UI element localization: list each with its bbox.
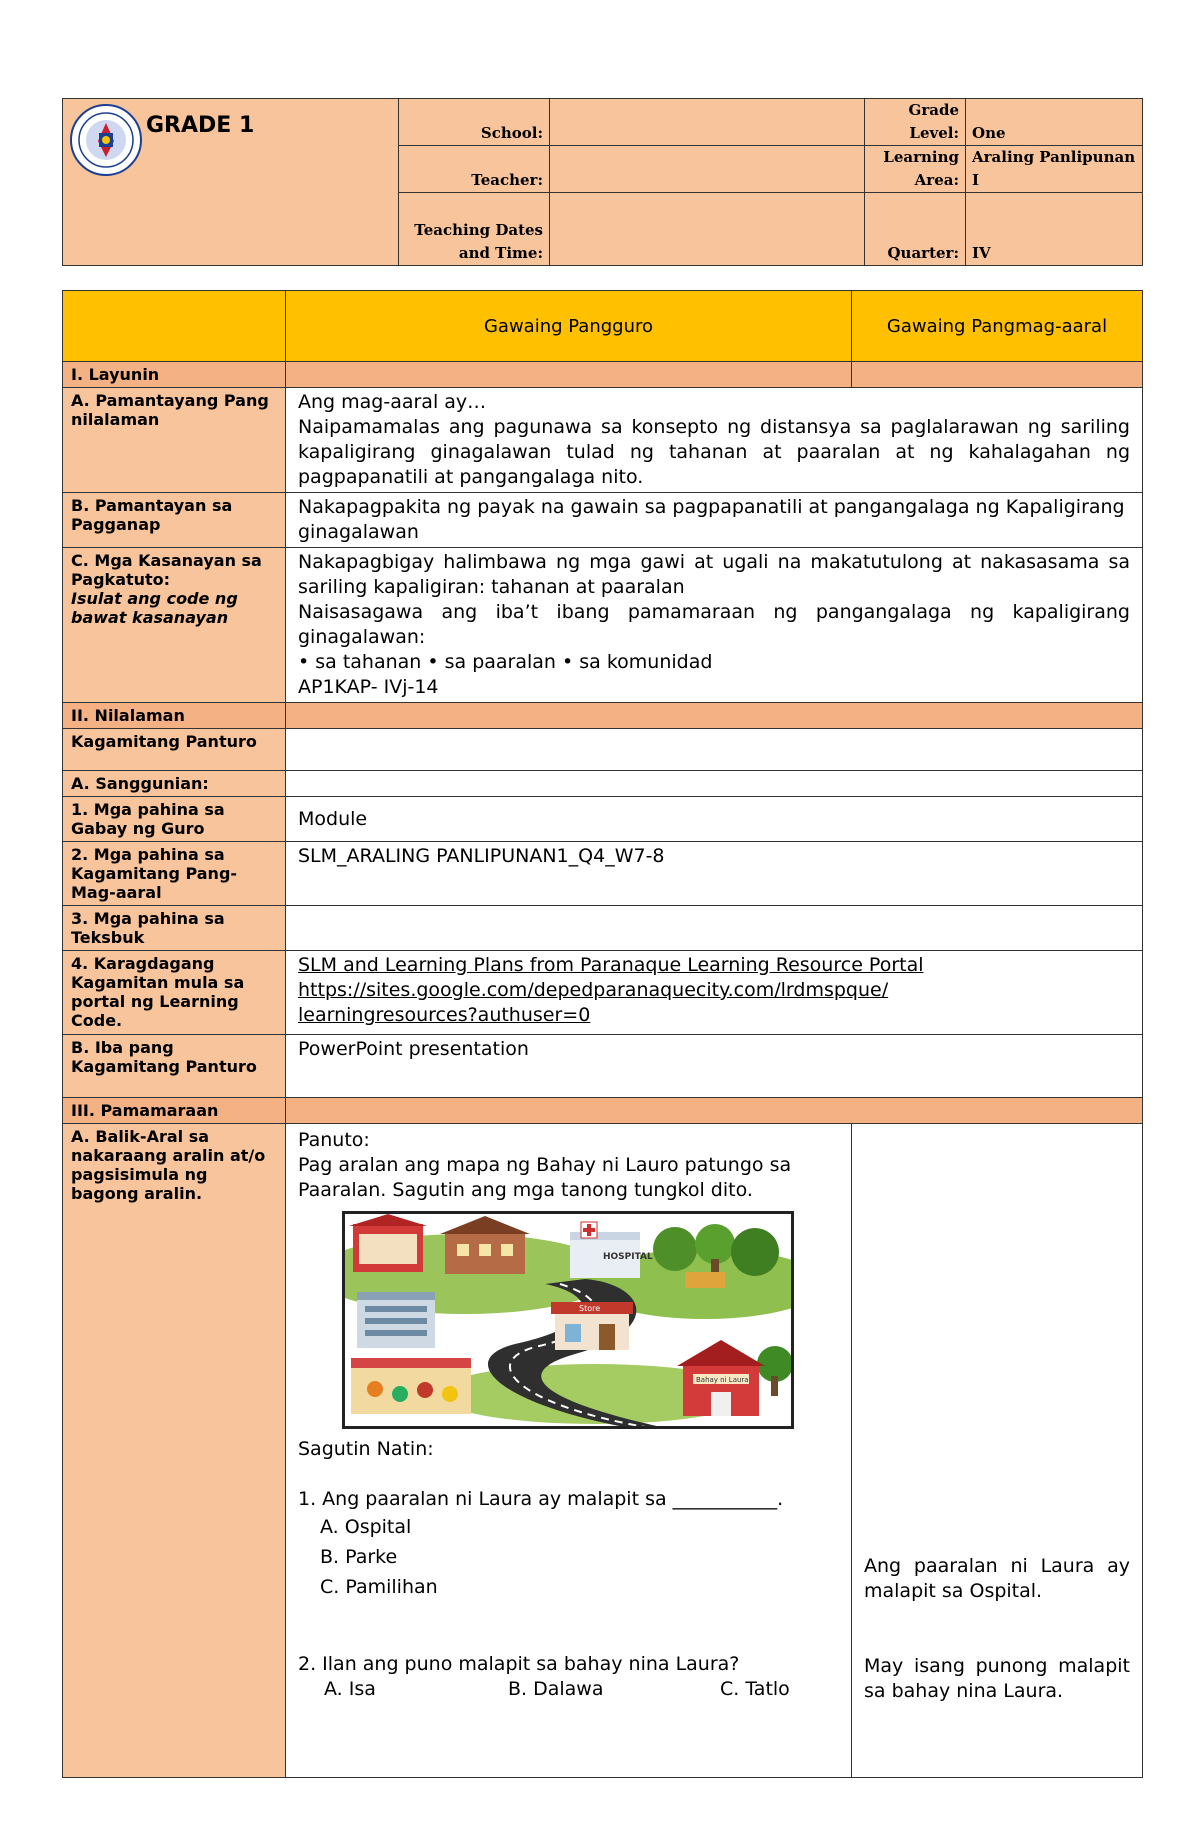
q1-option-a: A. Ospital: [320, 1516, 412, 1538]
q1-option-c: C. Pamilihan: [320, 1576, 438, 1598]
section-title: I. Layunin: [63, 362, 286, 388]
standard-text: Naipamamalas ang pagunawa sa konsepto ng distansya sa paglalarawan ng sariling kapaligirang ginagalawan tulad ng tahanan at paaralan at ng kahalagahan ng pagpapanatili at pangangalaga nito.: [298, 416, 1130, 488]
row-content: [286, 729, 1143, 771]
row-label: A. Balik-Aral sa nakaraang aralin at/o pagsisimula ng bagong aralin.: [63, 1124, 286, 1778]
teacher-activity: [286, 1124, 852, 1778]
row-content: SLM_ARALING PANLIPUNAN1_Q4_W7-8: [286, 842, 1143, 906]
grade-cell: [63, 99, 399, 266]
row-teksbuk: [63, 906, 1143, 951]
teacher-value: [550, 146, 865, 193]
row-karagdagang-kagamitan: [63, 951, 1143, 1035]
resource-portal-link[interactable]: SLM and Learning Plans from Paranaque Learning Resource Portal: [298, 954, 924, 976]
section-fill: [286, 703, 1143, 729]
section-fill: [286, 362, 852, 388]
row-label: 4. Karagdagang Kagamitan mula sa portal ng Learning Code.: [63, 951, 286, 1035]
row-iba-pang-kagamitan: [63, 1035, 1143, 1098]
answer-1: Ang paaralan ni Laura ay malapit sa Ospital.: [864, 1555, 1130, 1602]
question-2: 2. Ilan ang puno malapit sa bahay nina Laura?: [298, 1653, 740, 1675]
competency-1: Nakapagbigay halimbawa ng mga gawi at ugali na makatutulong at nakasasama sa sariling kapaligiran: tahanan at paaralan: [298, 551, 1130, 598]
q1-option-b: B. Parke: [320, 1546, 398, 1568]
panuto-label: Panuto:: [298, 1129, 370, 1151]
house-sign: Bahay ni Laura: [696, 1376, 749, 1384]
row-sanggunian: [63, 771, 1143, 797]
question-1: 1. Ang paaralan ni Laura ay malapit sa ___________.: [298, 1488, 784, 1510]
q2-option-b: B. Dalawa: [508, 1678, 604, 1700]
row-label-main: C. Mga Kasanayan sa Pagkatuto:: [71, 551, 262, 589]
instruction-text: Pag aralan ang mapa ng Bahay ni Lauro patungo sa Paaralan. Sagutin ang mga tanong tungkol dito.: [298, 1154, 792, 1201]
column-header-row: [63, 291, 1143, 362]
row-kagamitang-mag-aaral: [63, 842, 1143, 906]
row-content: [286, 951, 1143, 1035]
row-kagamitan: [63, 729, 1143, 771]
section-fill: [286, 1098, 1143, 1124]
row-gabay-guro: [63, 797, 1143, 842]
row-content: [286, 771, 1143, 797]
dates-value: [550, 193, 865, 266]
grade-title: GRADE 1: [146, 113, 255, 138]
learning-area-value: Araling Panlipunan I: [966, 146, 1143, 193]
teacher-label: Teacher:: [399, 146, 550, 193]
row-label: A. Pamantayang Pang nilalaman: [63, 388, 286, 493]
map-image: [342, 1211, 794, 1429]
learning-area-label: Learning Area:: [865, 146, 966, 193]
school-label: School:: [399, 99, 550, 146]
section-row-pamamaraan: [63, 1098, 1143, 1124]
dates-label: Teaching Dates and Time:: [399, 193, 550, 266]
answer-2: May isang punong malapit sa bahay nina Laura.: [864, 1655, 1130, 1702]
row-label: [63, 548, 286, 703]
row-content: [286, 388, 1143, 493]
header-table: [62, 98, 1143, 266]
row-label: B. Iba pang Kagamitang Panturo: [63, 1035, 286, 1098]
row-content: [286, 548, 1143, 703]
grade-level-label: Grade Level:: [865, 99, 966, 146]
row-pamantayan-pagganap: [63, 493, 1143, 548]
quarter-label: Quarter:: [865, 193, 966, 266]
row-label: Kagamitang Panturo: [63, 729, 286, 771]
column-header-teacher: Gawaing Pangguro: [286, 291, 852, 362]
competency-2: Naisasagawa ang iba’t ibang pamamaraan ng pangangalaga ng kapaligirang ginagalawan:: [298, 601, 1130, 648]
row-label: A. Sanggunian:: [63, 771, 286, 797]
sagutin-label: Sagutin Natin:: [298, 1438, 434, 1460]
map-illustration: [345, 1214, 794, 1429]
section-title: II. Nilalaman: [63, 703, 286, 729]
row-label: 2. Mga pahina sa Kagamitang Pang-Mag-aaral: [63, 842, 286, 906]
deped-seal-icon: [69, 103, 143, 177]
row-label-italic: Isulat ang code ng bawat kasanayan: [71, 589, 238, 627]
row-pamantayang-pangnilalaman: [63, 388, 1143, 493]
resource-url-link-cont[interactable]: learningresources?authuser=0: [298, 1004, 591, 1026]
quarter-value: IV: [966, 193, 1143, 266]
row-content: Nakapagpakita ng payak na gawain sa pagpapanatili at pangangalaga ng Kapaligirang ginagalawan: [286, 493, 1143, 548]
intro-text: Ang mag-aaral ay…: [298, 391, 487, 413]
row-label: B. Pamantayan sa Pagganap: [63, 493, 286, 548]
student-activity: [852, 1124, 1143, 1778]
row-content: Module: [286, 797, 1143, 842]
section-row-layunin: [63, 362, 1143, 388]
q2-option-a: A. Isa: [324, 1678, 376, 1700]
competency-3: • sa tahanan • sa paaralan • sa komunidad: [298, 651, 713, 673]
row-content: PowerPoint presentation: [286, 1035, 1143, 1098]
hospital-sign: HOSPITAL: [603, 1252, 653, 1262]
resource-url-link[interactable]: https://sites.google.com/depedparanaquecity.com/lrdmspque/: [298, 979, 889, 1001]
column-header-empty: [63, 291, 286, 362]
row-label: 3. Mga pahina sa Teksbuk: [63, 906, 286, 951]
section-fill: [852, 362, 1143, 388]
lesson-plan-table: [62, 290, 1143, 1778]
column-header-student: Gawaing Pangmag-aaral: [852, 291, 1143, 362]
row-balik-aral: [63, 1124, 1143, 1778]
competency-code: AP1KAP- IVj-14: [298, 676, 439, 698]
q2-options: [298, 1677, 839, 1702]
school-value: [550, 99, 865, 146]
q2-option-c: C. Tatlo: [720, 1678, 790, 1700]
section-title: III. Pamamaraan: [63, 1098, 286, 1124]
row-kasanayan: [63, 548, 1143, 703]
row-content: [286, 906, 1143, 951]
store-sign: Store: [579, 1304, 601, 1313]
row-label: 1. Mga pahina sa Gabay ng Guro: [63, 797, 286, 842]
grade-level-value: One: [966, 99, 1143, 146]
section-row-nilalaman: [63, 703, 1143, 729]
